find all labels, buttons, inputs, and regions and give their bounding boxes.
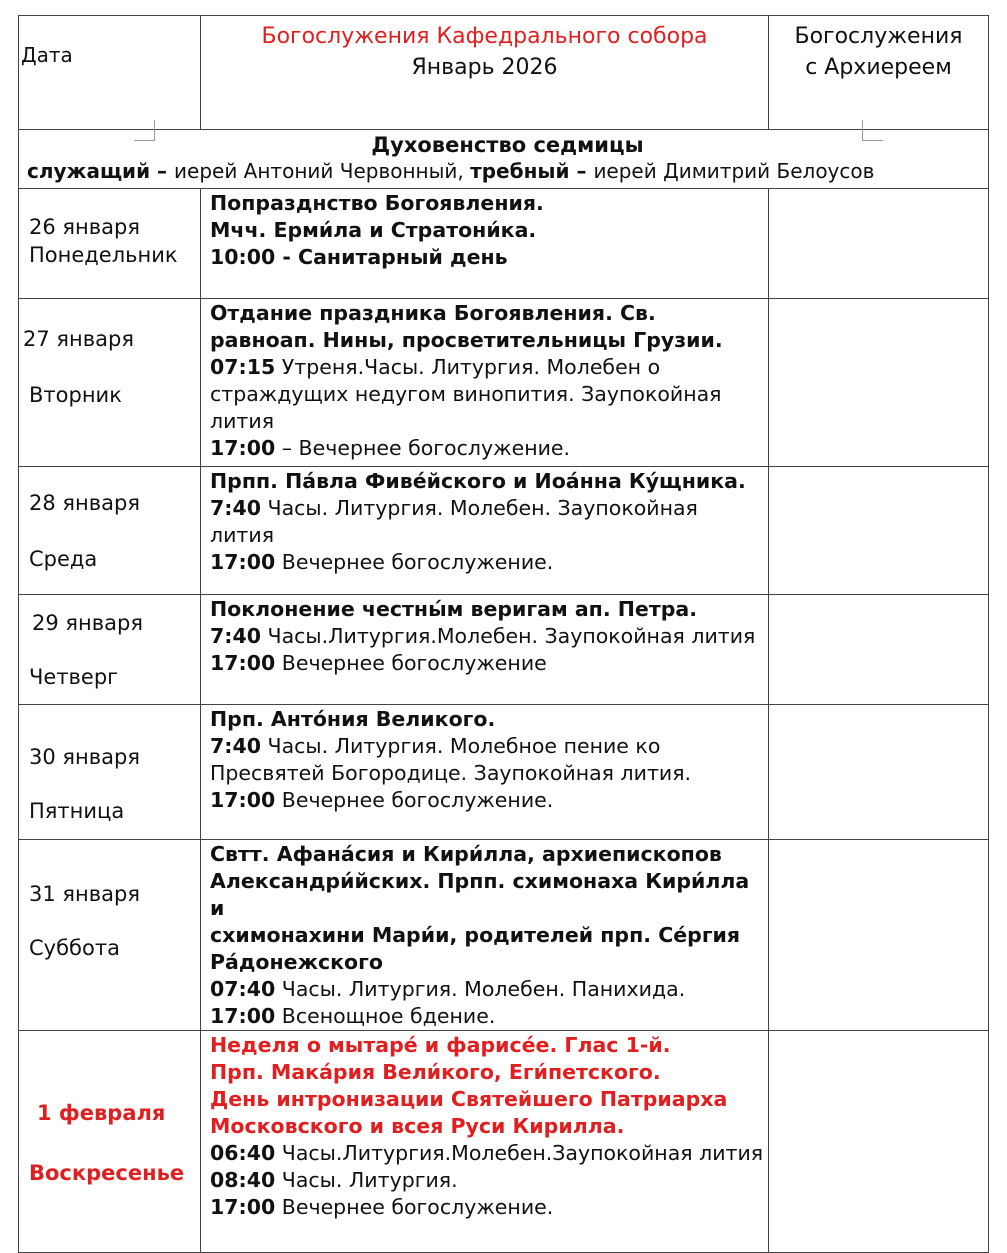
header-row bbox=[19, 16, 989, 130]
day-date: 29 января bbox=[32, 611, 143, 635]
date-column-header: Дата bbox=[19, 16, 201, 130]
title-line-2: Январь 2026 bbox=[411, 55, 558, 80]
service-text: Вечернее богослужение. bbox=[275, 788, 554, 812]
service-line bbox=[210, 435, 764, 462]
service-time: 7:40 bbox=[210, 734, 261, 758]
feast-line: Московского и всея Руси Кирилла. bbox=[210, 1114, 625, 1138]
date-cell bbox=[19, 467, 201, 595]
day-row bbox=[19, 467, 989, 595]
bishop-cell bbox=[769, 189, 989, 299]
service-line bbox=[210, 650, 764, 677]
corner-mark-left bbox=[134, 120, 155, 141]
day-row bbox=[19, 705, 989, 840]
service-line bbox=[210, 1194, 764, 1221]
service-text: Вечернее богослужение. bbox=[275, 1195, 554, 1219]
bishop-header-line-2: с Архиереем bbox=[805, 55, 952, 80]
requisite-dash: – bbox=[569, 159, 594, 183]
bishop-cell bbox=[769, 705, 989, 840]
bishop-cell bbox=[769, 1031, 989, 1253]
feast-line: Поклонение честны́м веригам ап. Петра. bbox=[210, 597, 698, 621]
service-time: 07:40 bbox=[210, 977, 276, 1001]
day-weekday: Суббота bbox=[29, 936, 120, 960]
service-text: Вечернее богослужение. bbox=[275, 550, 554, 574]
date-cell bbox=[19, 595, 201, 705]
clergy-cell bbox=[19, 130, 989, 189]
feast-line: равноап. Нины, просветительницы Грузии. bbox=[210, 328, 723, 352]
bishop-header-line-1: Богослужения bbox=[794, 24, 963, 49]
day-weekday: Четверг bbox=[29, 665, 119, 689]
service-text: Часы.Литургия.Молебен.Заупокойная лития bbox=[275, 1141, 764, 1165]
clergy-title: Духовенство седмицы bbox=[371, 133, 644, 157]
day-row bbox=[19, 189, 989, 299]
feast-line: Неделя о мытаре́ и фарисе́е. Глас 1-й. bbox=[210, 1033, 671, 1057]
service-time: 7:40 bbox=[210, 496, 261, 520]
bishop-cell bbox=[769, 299, 989, 467]
corner-mark-right bbox=[862, 120, 883, 141]
services-cell bbox=[201, 189, 769, 299]
service-text: Часы.Литургия.Молебен. Заупокойная лития bbox=[261, 624, 756, 648]
bishop-cell bbox=[769, 595, 989, 705]
service-line bbox=[210, 1140, 764, 1167]
day-date: 30 января bbox=[29, 745, 140, 769]
feast-line: Свтт. Афана́сия и Кири́лла, архиепископов bbox=[210, 842, 722, 866]
service-text: Часы. Литургия. bbox=[275, 1168, 458, 1192]
service-line bbox=[210, 623, 764, 650]
service-time: 17:00 bbox=[210, 436, 276, 460]
service-time: 17:00 bbox=[210, 651, 276, 675]
bishop-column-header bbox=[769, 16, 989, 130]
clergy-row bbox=[19, 130, 989, 189]
day-date: 31 января bbox=[29, 882, 140, 906]
service-line bbox=[210, 354, 764, 435]
feast-line: Александри́йских. Прпп. схимонаха Кири́лла и bbox=[210, 869, 750, 920]
feast-line: Ра́донежского bbox=[210, 950, 383, 974]
day-date: 27 января bbox=[23, 327, 134, 351]
schedule-title bbox=[201, 16, 769, 130]
date-cell bbox=[19, 299, 201, 467]
service-text: Часы. Литургия. Молебное пение ко Пресвятей Богородице. Заупокойная лития. bbox=[210, 734, 692, 785]
service-line bbox=[210, 976, 764, 1003]
date-cell bbox=[19, 705, 201, 840]
service-line bbox=[210, 787, 764, 814]
service-line bbox=[210, 1003, 764, 1030]
service-time: 06:40 bbox=[210, 1141, 276, 1165]
services-cell bbox=[201, 299, 769, 467]
day-date: 26 января bbox=[29, 215, 140, 239]
service-time: 17:00 bbox=[210, 1004, 276, 1028]
service-time: 17:00 bbox=[210, 1195, 276, 1219]
service-time: 17:00 bbox=[210, 550, 276, 574]
service-text: Всенощное бдение. bbox=[275, 1004, 496, 1028]
day-date: 1 февраля bbox=[37, 1101, 166, 1125]
day-row bbox=[19, 299, 989, 467]
service-line bbox=[210, 244, 764, 271]
clergy-line bbox=[27, 159, 874, 183]
day-weekday: Среда bbox=[29, 547, 98, 571]
service-time: 10:00 - Санитарный день bbox=[210, 245, 508, 269]
service-time: 7:40 bbox=[210, 624, 261, 648]
feast-line: Прпп. Па́вла Фиве́йского и Иоа́нна Ку́щника. bbox=[210, 469, 746, 493]
bishop-cell bbox=[769, 467, 989, 595]
services-cell bbox=[201, 595, 769, 705]
requisite-name: иерей Димитрий Белоусов bbox=[593, 159, 875, 183]
schedule-table bbox=[18, 15, 989, 1253]
day-row bbox=[19, 1031, 989, 1253]
feast-line: Мчч. Ерми́ла и Стратони́ка. bbox=[210, 218, 537, 242]
service-time: 07:15 bbox=[210, 355, 276, 379]
day-weekday: Пятница bbox=[29, 799, 125, 823]
day-row bbox=[19, 840, 989, 1031]
day-date: 28 января bbox=[29, 491, 140, 515]
feast-line: схимонахини Мари́и, родителей прп. Се́ргия bbox=[210, 923, 741, 947]
feast-line: Прп. Мака́рия Вели́кого, Еги́петского. bbox=[210, 1060, 661, 1084]
day-weekday: Вторник bbox=[29, 383, 122, 407]
serving-name: иерей Антоний Червонный, bbox=[174, 159, 471, 183]
service-text: Утреня.Часы. Литургия. Молебен о страждущих недугом винопития. Заупокойная лития bbox=[210, 355, 722, 433]
feast-line: Прп. Анто́ния Великого. bbox=[210, 707, 496, 731]
requisite-label: требный bbox=[470, 159, 570, 183]
title-line-1: Богослужения Кафедрального собора bbox=[261, 24, 708, 49]
services-cell bbox=[201, 467, 769, 595]
services-cell bbox=[201, 840, 769, 1031]
serving-label: служащий bbox=[27, 159, 151, 183]
services-cell bbox=[201, 1031, 769, 1253]
serving-dash: – bbox=[150, 159, 175, 183]
bishop-cell bbox=[769, 840, 989, 1031]
service-line bbox=[210, 495, 764, 549]
service-text: Часы. Литургия. Молебен. Панихида. bbox=[275, 977, 686, 1001]
day-weekday: Воскресенье bbox=[29, 1161, 185, 1185]
service-text: Часы. Литургия. Молебен. Заупокойная лития bbox=[210, 496, 698, 547]
service-line bbox=[210, 1167, 764, 1194]
services-cell bbox=[201, 705, 769, 840]
service-text: Вечернее богослужение bbox=[275, 651, 547, 675]
feast-line: Отдание праздника Богоявления. Св. bbox=[210, 301, 656, 325]
service-line bbox=[210, 549, 764, 576]
date-cell bbox=[19, 189, 201, 299]
service-time: 08:40 bbox=[210, 1168, 276, 1192]
day-row bbox=[19, 595, 989, 705]
service-text: – Вечернее богослужение. bbox=[275, 436, 571, 460]
date-cell bbox=[19, 1031, 201, 1253]
feast-line: День интронизации Святейшего Патриарха bbox=[210, 1087, 728, 1111]
service-time: 17:00 bbox=[210, 788, 276, 812]
day-weekday: Понедельник bbox=[29, 243, 178, 267]
date-cell bbox=[19, 840, 201, 1031]
service-line bbox=[210, 733, 764, 787]
feast-line: Попразднство Богоявления. bbox=[210, 191, 544, 215]
